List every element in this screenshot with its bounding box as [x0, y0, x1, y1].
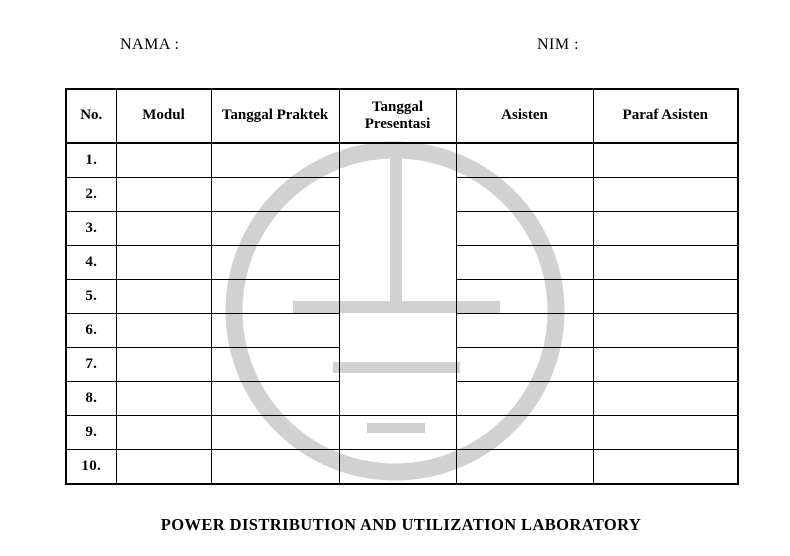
- nama-label: NAMA :: [120, 36, 180, 53]
- cell-asisten: [456, 450, 593, 485]
- attendance-table: [65, 88, 739, 485]
- cell-paraf-asisten: [593, 212, 738, 246]
- cell-modul: [116, 212, 211, 246]
- cell-tanggal-presentasi: [339, 450, 456, 485]
- cell-tanggal-praktek: [211, 450, 339, 485]
- cell-asisten: [456, 143, 593, 178]
- header-row: [66, 89, 738, 143]
- cell-tanggal-presentasi-merged: [339, 143, 456, 416]
- cell-paraf-asisten: [593, 143, 738, 178]
- row-number: 9.: [66, 416, 116, 450]
- cell-modul: [116, 246, 211, 280]
- cell-tanggal-praktek: [211, 314, 339, 348]
- cell-tanggal-praktek: [211, 178, 339, 212]
- row-number: 8.: [66, 382, 116, 416]
- table-row: [66, 143, 738, 178]
- cell-modul: [116, 382, 211, 416]
- row-number: 5.: [66, 280, 116, 314]
- cell-tanggal-praktek: [211, 212, 339, 246]
- cell-modul: [116, 178, 211, 212]
- cell-asisten: [456, 382, 593, 416]
- row-number: 1.: [66, 143, 116, 178]
- cell-modul: [116, 280, 211, 314]
- cell-tanggal-praktek: [211, 348, 339, 382]
- cell-paraf-asisten: [593, 382, 738, 416]
- laboratory-title: POWER DISTRIBUTION AND UTILIZATION LABORATORY: [160, 515, 642, 534]
- cell-asisten: [456, 212, 593, 246]
- row-number: 3.: [66, 212, 116, 246]
- cell-modul: [116, 314, 211, 348]
- cell-tanggal-praktek: [211, 143, 339, 178]
- header-asisten: Asisten: [456, 89, 593, 143]
- cell-paraf-asisten: [593, 178, 738, 212]
- header-paraf-asisten: Paraf Asisten: [593, 89, 738, 143]
- cell-asisten: [456, 348, 593, 382]
- cell-asisten: [456, 314, 593, 348]
- cell-tanggal-praktek: [211, 280, 339, 314]
- cell-paraf-asisten: [593, 280, 738, 314]
- row-number: 4.: [66, 246, 116, 280]
- cell-asisten: [456, 280, 593, 314]
- row-number: 10.: [66, 450, 116, 485]
- cell-modul: [116, 416, 211, 450]
- table-row: [66, 450, 738, 485]
- cell-modul: [116, 143, 211, 178]
- cell-paraf-asisten: [593, 246, 738, 280]
- row-number: 2.: [66, 178, 116, 212]
- nim-label: NIM :: [537, 36, 580, 53]
- cell-tanggal-praktek: [211, 246, 339, 280]
- cell-asisten: [456, 246, 593, 280]
- table-row: [66, 416, 738, 450]
- cell-paraf-asisten: [593, 416, 738, 450]
- cell-tanggal-presentasi: [339, 416, 456, 450]
- cell-asisten: [456, 416, 593, 450]
- cell-paraf-asisten: [593, 450, 738, 485]
- header-tanggal-presentasi: Tanggal Presentasi: [339, 89, 456, 143]
- cell-tanggal-praktek: [211, 416, 339, 450]
- header-tanggal-praktek: Tanggal Praktek: [211, 89, 339, 143]
- row-number: 6.: [66, 314, 116, 348]
- cell-paraf-asisten: [593, 314, 738, 348]
- cell-paraf-asisten: [593, 348, 738, 382]
- cell-modul: [116, 450, 211, 485]
- row-number: 7.: [66, 348, 116, 382]
- cell-modul: [116, 348, 211, 382]
- cell-asisten: [456, 178, 593, 212]
- cell-tanggal-praktek: [211, 382, 339, 416]
- header-modul: Modul: [116, 89, 211, 143]
- header-no: No.: [66, 89, 116, 143]
